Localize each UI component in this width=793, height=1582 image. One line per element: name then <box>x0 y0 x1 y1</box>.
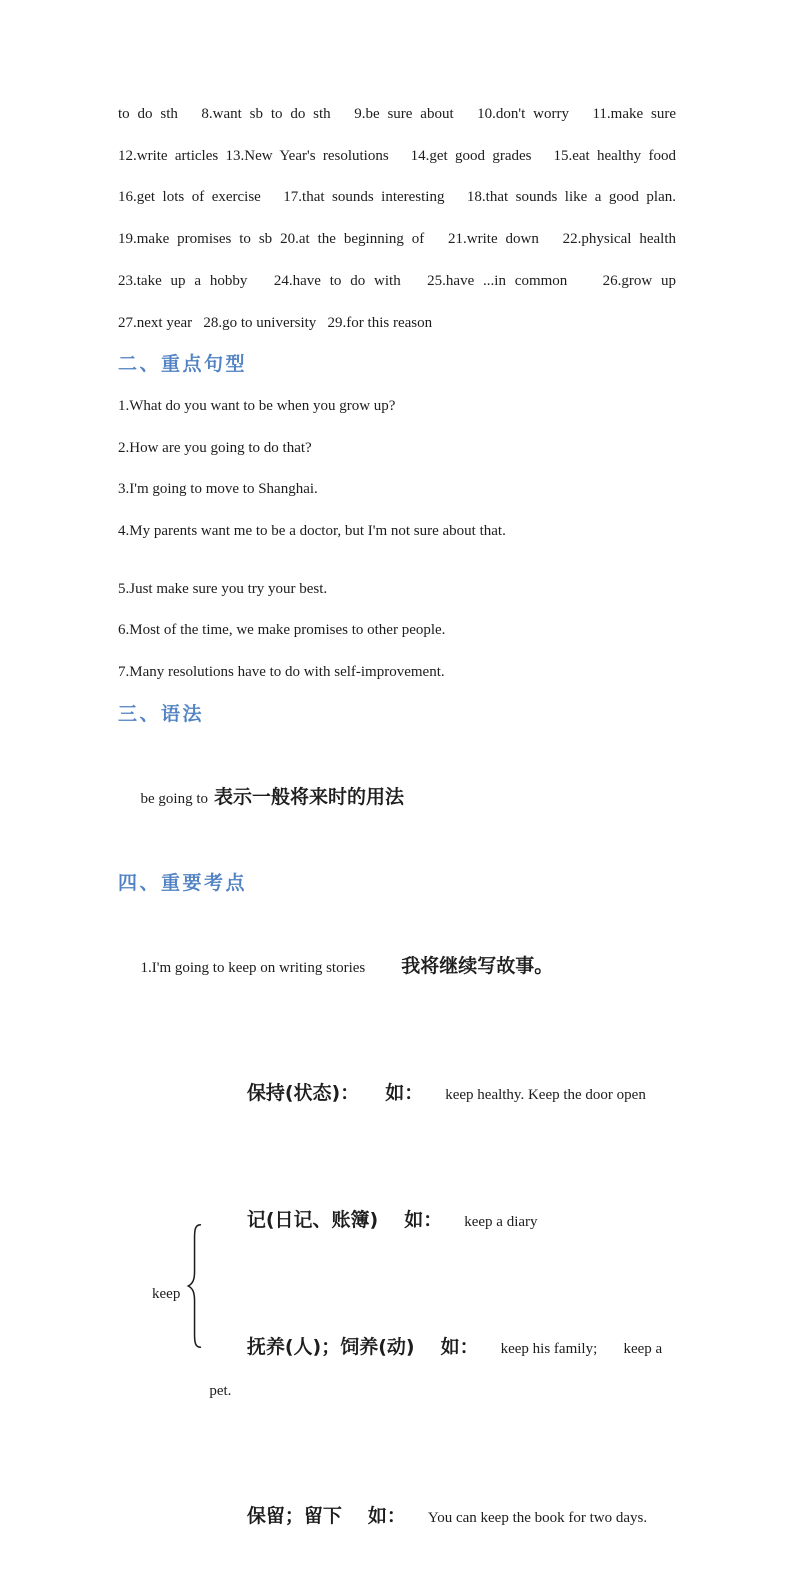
blank-line <box>118 553 676 569</box>
keep-meaning-cn: 抚养(人)；饲养(动) <box>246 1336 415 1359</box>
phrase-line: 19.make promises to sb 20.at the beginning of 21.write down 22.physical health <box>118 231 676 248</box>
section-heading-key-sentences: 二、重点句型 <box>118 353 248 376</box>
example-label: 如： <box>440 1336 479 1359</box>
example-label: 如： <box>404 1209 443 1232</box>
left-brace-icon <box>186 1216 204 1374</box>
key-point-en: 1.I'm going to keep on writing stories <box>140 960 366 977</box>
keep-meaning-row <box>209 1286 676 1455</box>
phrase-line: 16.get lots of exercise 17.that sounds interesting 18.that sounds like a good plan. <box>118 189 676 206</box>
phrase-line: 12.write articles 13.New Year's resolutions 14.get good grades 15.eat healthy food <box>118 147 676 164</box>
keep-meaning-cn: 记(日记、账簿) <box>246 1209 379 1232</box>
key-point-line <box>118 904 676 1031</box>
keep-brace-diagram <box>152 1031 676 1581</box>
phrase-line: to do sth 8.want sb to do sth 9.be sure about 10.don't worry 11.make sure <box>118 106 676 122</box>
section-heading-grammar: 三、语法 <box>118 702 205 725</box>
sentence-item: 4.My parents want me to be a doctor, but I'm not sure about that. <box>118 523 506 540</box>
phrase-line: 27.next year 28.go to university 29.for this reason <box>118 314 433 331</box>
section-heading-key-points: 四、重要考点 <box>118 871 248 894</box>
keep-example-en: keep a diary <box>464 1214 538 1231</box>
keep-meaning-row <box>209 1455 676 1582</box>
keep-meaning-cn: 保持(状态)： <box>246 1082 360 1105</box>
sentence-item: 7.Many resolutions have to do with self-improvement. <box>118 664 445 681</box>
keep-rows <box>209 1031 676 1581</box>
phrase-line: 23.take up a hobby 24.have to do with 25.have ...in common 26.grow up <box>118 272 676 289</box>
key-point-cn: 我将继续写故事。 <box>401 955 554 978</box>
keep-example-en: keep his family; keep a pet. <box>209 1341 666 1400</box>
grammar-usage-line <box>118 736 676 863</box>
keep-meaning-cn: 保留；留下 <box>246 1505 342 1528</box>
sentence-item: 1.What do you want to be when you grow up? <box>118 397 396 414</box>
sentence-item: 2.How are you going to do that? <box>118 439 312 456</box>
example-label: 如： <box>385 1082 424 1105</box>
example-label: 如： <box>367 1505 406 1528</box>
grammar-usage-en: be going to <box>140 791 208 808</box>
keep-example-en: keep healthy. Keep the door open <box>445 1087 646 1104</box>
document-content <box>118 94 676 1582</box>
keep-meaning-row <box>209 1031 676 1158</box>
grammar-usage-cn: 表示一般将来时的用法 <box>214 786 405 809</box>
keep-example-en: You can keep the book for two days. <box>427 1510 648 1527</box>
keep-word-label: keep <box>152 1285 181 1302</box>
sentence-item: 3.I'm going to move to Shanghai. <box>118 481 318 498</box>
keep-meaning-row <box>209 1159 676 1286</box>
sentence-item: 5.Just make sure you try your best. <box>118 580 328 597</box>
sentence-item: 6.Most of the time, we make promises to other people. <box>118 622 446 639</box>
